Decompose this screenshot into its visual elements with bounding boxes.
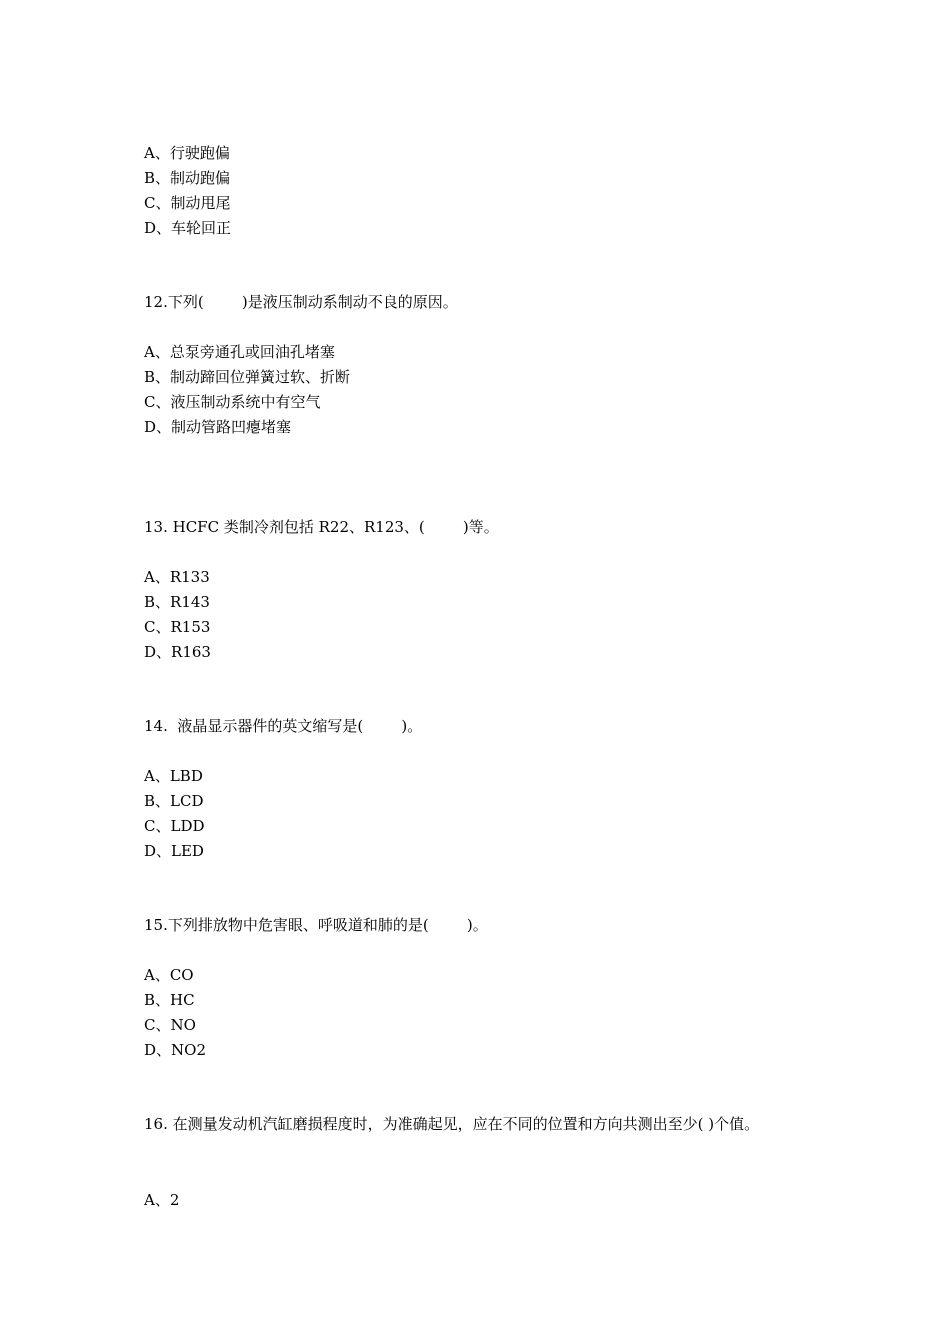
question-stem: 12.下列( )是液压制动系制动不良的原因。 [144,293,458,311]
option-line: A、CO [144,966,194,984]
question-stem: 16. 在测量发动机汽缸磨损程度时，为准确起见，应在不同的位置和方向共测出至少( )个值。 [144,1115,760,1133]
option-line: A、行驶跑偏 [144,144,230,162]
option-line: D、车轮回正 [144,219,232,237]
option-line: D、LED [144,842,204,860]
option-line: C、LDD [144,817,205,835]
option-line: A、R133 [144,568,210,586]
option-line: B、HC [144,991,195,1009]
question-stem: 13. HCFC 类制冷剂包括 R22、R123、( )等。 [144,518,499,536]
option-line: C、制动甩尾 [144,194,231,212]
question-stem: 15.下列排放物中危害眼、呼吸道和肺的是( )。 [144,916,488,934]
question-stem: 14. 液晶显示器件的英文缩写是( )。 [144,717,423,735]
option-line: A、总泵旁通孔或回油孔堵塞 [144,343,335,361]
option-line: D、制动管路凹瘪堵塞 [144,418,292,436]
option-line: A、LBD [144,767,203,785]
option-line: B、制动跑偏 [144,169,231,187]
option-line: D、R163 [144,643,211,661]
option-line: C、NO [144,1016,196,1034]
option-line: C、R153 [144,618,211,636]
option-line: B、R143 [144,593,210,611]
option-line: C、液压制动系统中有空气 [144,393,321,411]
option-line: D、NO2 [144,1041,206,1059]
option-line: B、制动蹄回位弹簧过软、折断 [144,368,351,386]
option-line: B、LCD [144,792,204,810]
option-line: A、2 [144,1191,180,1209]
